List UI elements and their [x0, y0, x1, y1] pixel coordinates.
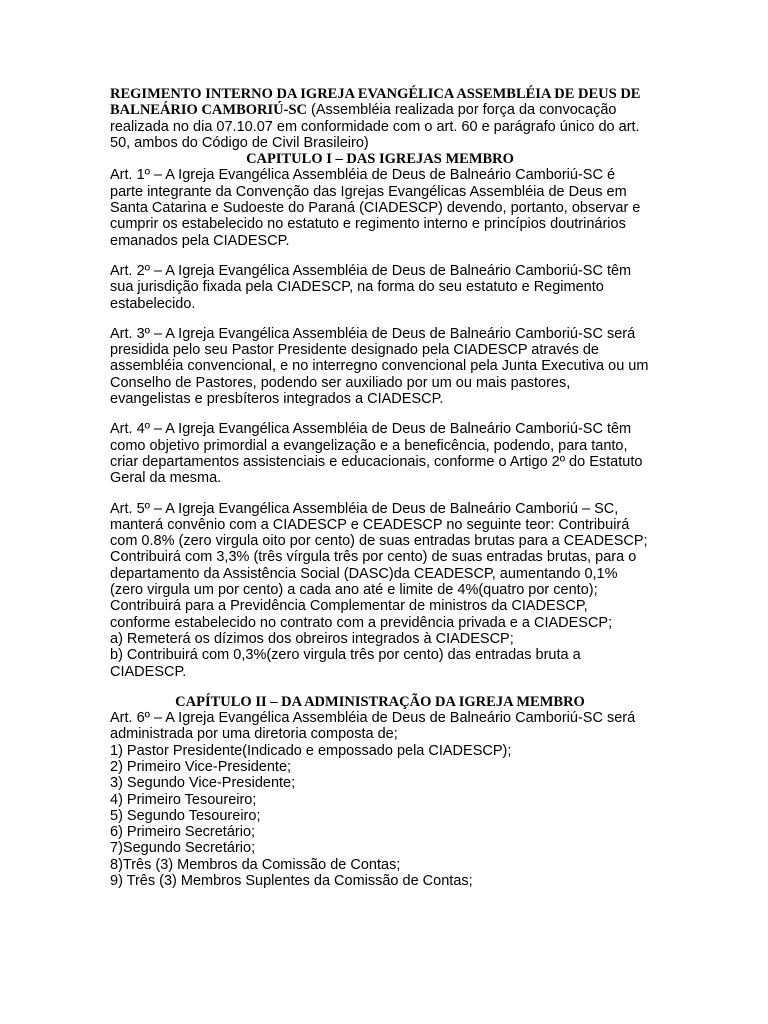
list-item: 8)Três (3) Membros da Comissão de Contas; [110, 856, 401, 873]
list-item: 2) Primeiro Vice-Presidente; [110, 758, 292, 775]
document-title-note: (Assembléia realizada por força da convocação realizada no dia 07.10.07 em conformidade com o art. 60 e parágrafo único do art. 50, ambos do Código de Civil Brasileiro) [110, 102, 640, 151]
list-item: 5) Segundo Tesoureiro; [110, 807, 261, 824]
article-3: Art. 3º – A Igreja Evangélica Assembléia de Deus de Balneário Camboriú-SC será presidida pelo seu Pastor Presidente designado pela CIADESCP através de assembléia convencional, e no interregno convencional pela Junta Executiva ou um Conselho de Pastores, podendo ser auxiliado por um ou mais pastores, evangelistas e presbíteros integrados a CIADESCP. [110, 325, 649, 408]
article-6: Art. 6º – A Igreja Evangélica Assembléia de Deus de Balneário Camboriú-SC será administrada por uma diretoria composta de; [110, 710, 636, 743]
document-page [110, 86, 650, 889]
article-2: Art. 2º – A Igreja Evangélica Assembléia de Deus de Balneário Camboriú-SC têm sua jurisdição fixada pela CIADESCP, na forma do seu estatuto e Regimento estabelecido. [110, 262, 632, 312]
document-title: REGIMENTO INTERNO DA IGREJA EVANGÉLICA ASSEMBLÉIA DE DEUS DE BALNEÁRIO CAMBORIÚ-SC [110, 86, 641, 119]
list-item: 6) Primeiro Secretário; [110, 824, 256, 841]
article-6-list [110, 743, 650, 890]
list-item: 9) Três (3) Membros Suplentes da Comissão de Contas; [110, 873, 473, 890]
article-5-item-a: a) Remeterá os dízimos dos obreiros integrados à CIADESCP; [110, 630, 514, 647]
chapter-1-heading: CAPITULO I – DAS IGREJAS MEMBRO [246, 151, 514, 168]
article-5-item-b: b) Contribuirá com 0,3%(zero virgula três por cento) das entradas bruta a CIADESCP. [110, 647, 581, 680]
article-1: Art. 1º – A Igreja Evangélica Assembléia de Deus de Balneário Camboriú-SC é parte integrante da Convenção das Igrejas Evangélicas Assembléia de Deus em Santa Catarina e Sudoeste do Paraná (CIADESCP) devendo, portanto, observar e cumprir os estabelecido no estatuto e regimento interno e princípios doutrinários emanados pela CIADESCP. [110, 167, 641, 249]
article-4: Art. 4º – A Igreja Evangélica Assembléia de Deus de Balneário Camboriú-SC têm como objetivo primordial a evangelização e a beneficência, podendo, para tanto, criar departamentos assistenciais e educacionais, conforme o Artigo 2º do Estatuto Geral da mesma. [110, 421, 643, 487]
article-5: Art. 5º – A Igreja Evangélica Assembléia de Deus de Balneário Camboriú – SC, manterá convênio com a CIADESCP e CEADESCP no seguinte teor: Contribuirá com 0.8% (zero virgula oito por cento) de suas entradas brutas para a CEADESCP; Contribuirá com 3,3% (três vírgula três por cento) de suas entradas brutas, para o departamento da Assistência Social (DASC)da CEADESCP, aumentando 0,1% (zero virgula um por cento) a cada ano até e limite de 4%(quatro por cento); Contribuirá para a Previdência Complementar de ministros da CIADESCP, conforme estabelecido no contrato com a previdência privada e a CIADESCP; [110, 500, 648, 631]
document-title-paragraph [110, 86, 650, 151]
list-item: 3) Segundo Vice-Presidente; [110, 775, 296, 792]
list-item: 4) Primeiro Tesoureiro; [110, 791, 257, 808]
list-item: 1) Pastor Presidente(Indicado e empossado pela CIADESCP); [110, 742, 512, 759]
list-item: 7)Segundo Secretário; [110, 840, 256, 857]
chapter-2-heading: CAPÍTULO II – DA ADMINISTRAÇÃO DA IGREJA MEMBRO [175, 693, 585, 710]
